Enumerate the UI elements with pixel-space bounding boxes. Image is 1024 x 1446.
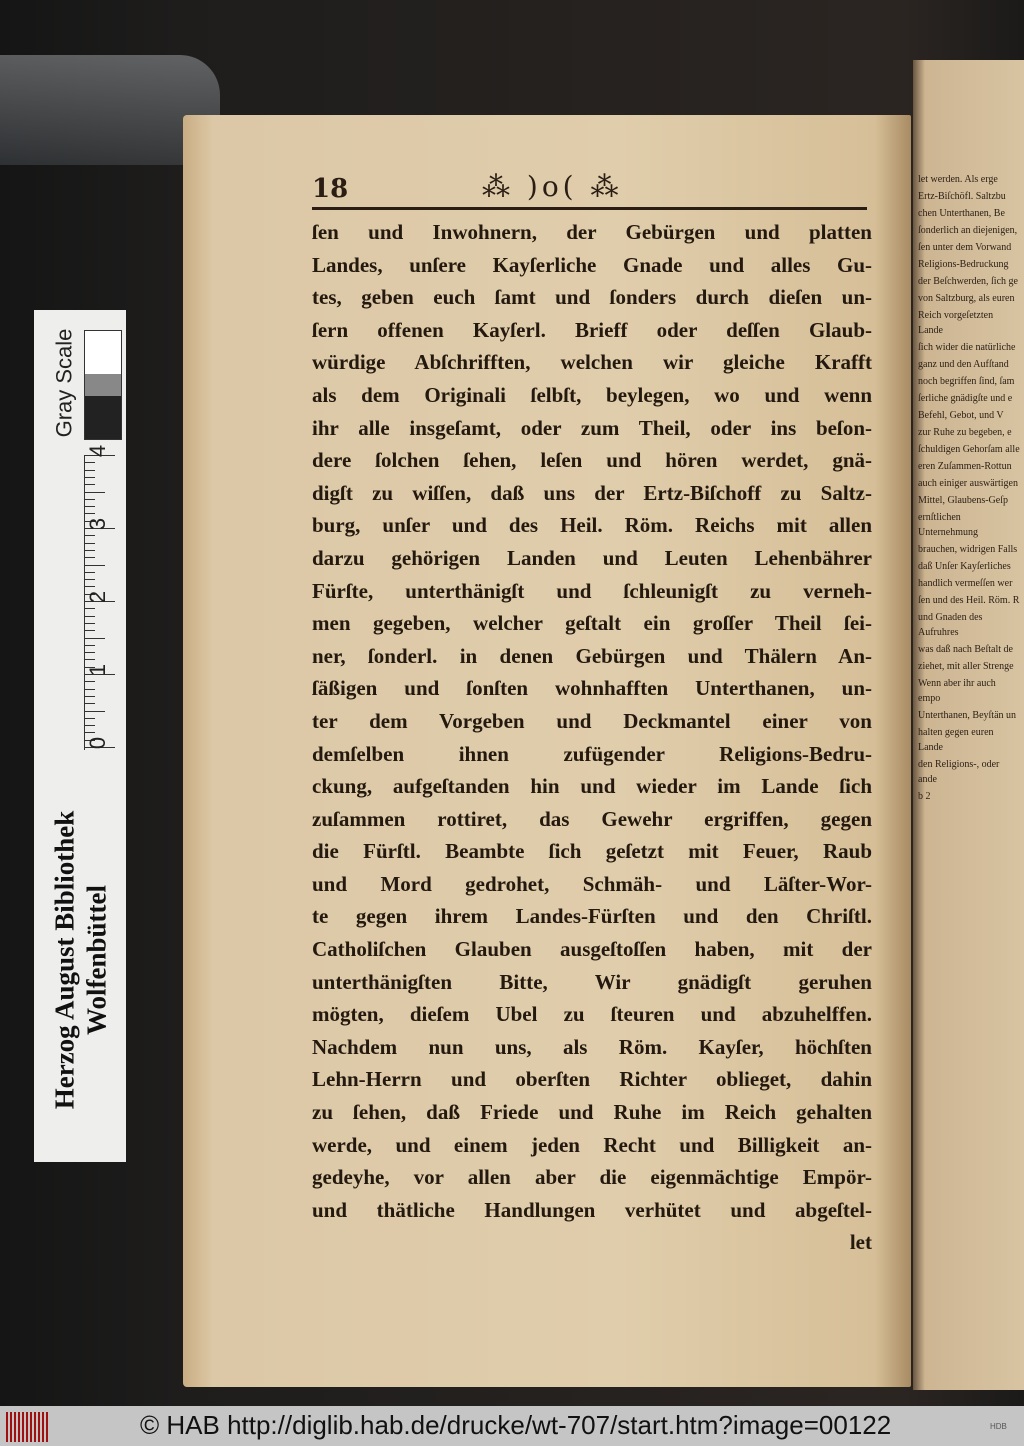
text-line: digſt zu wiſſen, daß uns der Ertz-Biſchoff zu Saltz- [312, 480, 872, 505]
text-line: Lehn-Herrn und oberſten Richter oblieget, dahin [312, 1067, 872, 1092]
institution-label [36, 760, 124, 1160]
text-line: als dem Originali ſelbſt, beylegen, wo und wenn [312, 382, 872, 407]
facing-text-line: zur Ruhe zu begeben, e [918, 427, 1012, 438]
ruler-number: 0 [85, 736, 111, 750]
text-line: burg, unſer und des Heil. Röm. Reichs mit allen [312, 513, 872, 538]
ruler-tick [85, 652, 95, 653]
facing-text-line: Religions-Bedruckung [918, 259, 1009, 270]
facing-text-line: Ertz-Biſchöfl. Saltzbu [918, 191, 1006, 202]
facing-text-line: b 2 [918, 791, 931, 802]
ruler-tick [85, 557, 95, 558]
facing-text-line: der Beſchwerden, ſich ge [918, 276, 1018, 287]
ruler-tick [85, 718, 95, 719]
institution-city: Wolfenbüttel [81, 885, 111, 1036]
text-line: tes, geben euch ſamt und ſonders durch dieſen un- [312, 285, 872, 310]
facing-text-line: brauchen, widrigen Falls [918, 544, 1018, 555]
text-line: let [849, 1230, 872, 1255]
text-line: unterthänigſten Bitte, Wir gnädigſt geruhen [312, 969, 872, 994]
ruler-tick [85, 477, 95, 478]
facing-text-line: let werden. Als erge [918, 174, 998, 185]
ruler-number: 3 [85, 517, 111, 531]
facing-text-line: ganz und den Aufſtand [918, 359, 1009, 370]
facing-text-line: halten gegen euren Lande [918, 727, 994, 753]
ruler-tick [85, 711, 105, 712]
ruler-tick [85, 689, 95, 690]
text-line: werde, und einem jeden Recht und Billigkeit an- [312, 1132, 872, 1157]
text-line: ner, ſonderl. in denen Gebürgen und Thälern An- [312, 643, 872, 668]
facing-text-line: ſich wider die natürliche [918, 342, 1016, 353]
facing-text-line: und Gnaden des Aufruhres [918, 612, 983, 638]
ruler-tick [85, 565, 105, 566]
ruler-tick [85, 725, 95, 726]
ruler-tick [85, 616, 95, 617]
facing-text-line: Wenn aber ihr auch empo [918, 678, 996, 704]
text-line: ſäßigen und ſonſten wohnhafften Unterthanen, un- [312, 676, 872, 701]
ruler-tick [85, 484, 95, 485]
text-line: zuſammen rottiret, das Gewehr ergriffen, gegen [312, 806, 872, 831]
text-line: ſern offenen Kayſerl. Brieff oder deſſen Glaub- [312, 317, 872, 342]
text-line: demſelben ihnen zufügender Religions-Bedru- [312, 741, 872, 766]
text-line: ckung, aufgeſtanden hin und wieder im Lande ſich [312, 774, 872, 799]
footer-mark: HDB [990, 1422, 1007, 1431]
text-line: darzu gehörigen Landen und Leuten Lehenbährer [312, 545, 872, 570]
ruler-tick [85, 696, 95, 697]
ruler-tick [85, 550, 95, 551]
hab-logo-icon [6, 1412, 48, 1442]
ruler-tick [85, 506, 95, 507]
facing-text-line: ſen und des Heil. Röm. R [918, 595, 1020, 606]
gray-scale-swatch [84, 330, 122, 440]
facing-text-line: ſerliche gnädigſte und e [918, 393, 1013, 404]
ruler-tick [85, 623, 95, 624]
text-line: Fürſte, unterthänigſt und ſchleunigſt zu verneh- [312, 578, 872, 603]
facing-text-line: ernſtlichen Unternehmung [918, 512, 978, 538]
ruler-tick [85, 630, 95, 631]
ruler-number: 4 [85, 444, 111, 458]
text-line: men gegeben, welcher geſtalt ein groſſer Theil ſei- [312, 611, 872, 636]
gray-scale-label: Gray Scale [51, 328, 77, 438]
facing-text-line: ſchuldigen Gehorſam alle [918, 444, 1020, 455]
ruler-tick [85, 681, 95, 682]
text-line: mögten, dieſem Ubel zu ſteuren und abzuhelffen. [312, 1002, 872, 1027]
ruler-number: 2 [85, 590, 111, 604]
ruler-tick [85, 586, 95, 587]
text-line: ſen und Inwohnern, der Gebürgen und platten [312, 220, 872, 244]
ruler-tick [85, 732, 95, 733]
ruler-tick [85, 543, 95, 544]
facing-text-line: eren Zuſammen-Rottun [918, 461, 1012, 472]
ruler-tick [85, 572, 95, 573]
text-line: Landes, unſere Kayſerliche Gnade und alles Gu- [312, 252, 872, 277]
facing-text-line: chen Unterthanen, Be [918, 208, 1005, 219]
text-line: würdige Abſchrifften, welchen wir gleiche Krafft [312, 350, 872, 375]
facing-text-line: was daß nach Beſtalt de [918, 644, 1013, 655]
page-body-text [312, 216, 872, 1259]
text-line: gedeyhe, vor allen aber die eigenmächtige Empör- [312, 1165, 872, 1190]
text-line: Catholiſchen Glauben ausgeſtoſſen haben, mit der [312, 937, 872, 962]
ruler-tick [85, 535, 95, 536]
facing-text-line: ſonderlich an diejenigen, [918, 225, 1018, 236]
ruler-tick [85, 462, 95, 463]
text-line: die Fürſtl. Beambte ſich geſetzt mit Feuer, Raub [312, 839, 872, 864]
ruler-number: 1 [85, 663, 111, 677]
facing-text-line: noch begriffen ſind, ſam [918, 376, 1015, 387]
page-number: 18 [312, 174, 349, 204]
header-rule [312, 207, 867, 210]
text-line: dere ſolchen ſehen, leſen und hören werdet, gnä- [312, 448, 872, 473]
header-ornament: ⁂ )o( ⁂ [482, 170, 623, 203]
text-line: zu ſehen, daß Friede und Ruhe im Reich gehalten [312, 1100, 872, 1125]
text-line: te gegen ihrem Landes-Fürſten und den Chriſtl. [312, 904, 872, 929]
ruler-tick [85, 608, 95, 609]
ruler-tick [85, 492, 105, 493]
ruler-tick [85, 579, 95, 580]
copyright-link[interactable]: © HAB http://diglib.hab.de/drucke/wt-707/start.htm?image=00122 [140, 1410, 892, 1440]
facing-text-line: Unterthanen, Beyſtän un [918, 710, 1017, 721]
facing-text-line: von Saltzburg, als euren [918, 293, 1015, 304]
page-header [312, 170, 872, 210]
ruler-tick [85, 638, 105, 639]
ruler-tick [85, 499, 95, 500]
text-line: und Mord gedrohet, Schmäh- und Läſter-Wor- [312, 871, 872, 896]
facing-text-line: den Religions-, oder ande [918, 759, 1000, 785]
text-line: Nachdem nun uns, als Röm. Kayſer, höchſten [312, 1034, 872, 1059]
text-line: ter dem Vorgeben und Deckmantel einer von [312, 708, 872, 733]
ruler-tick [85, 470, 95, 471]
footer-bar [0, 1406, 1024, 1446]
ruler-tick [85, 513, 95, 514]
gray-scale-label-wrap [46, 318, 82, 448]
text-line: und thätliche Handlungen verhütet und abgeſtel- [312, 1197, 872, 1222]
facing-text-line: auch einiger auswärtigen [918, 478, 1018, 489]
facing-text-line: ziehet, mit aller Strenge [918, 661, 1014, 672]
facing-text-line: handlich vermeſſen wer [918, 578, 1013, 589]
ruler-tick [85, 659, 95, 660]
facing-text-line: Befehl, Gebot, und V [918, 410, 1004, 421]
ruler-tick [85, 645, 95, 646]
text-line: ihr alle insgeſamt, oder zum Theil, oder ins beſon- [312, 415, 872, 440]
facing-text-line: Mittel, Glaubens-Geſp [918, 495, 1008, 506]
facing-text-line: daß Unſer Kayſerliches [918, 561, 1011, 572]
institution-name: Herzog August Bibliothek [49, 810, 79, 1110]
facing-page-text [918, 172, 1020, 806]
facing-text-line: Reich vorgeſetzten Lande [918, 310, 994, 336]
facing-text-line: ſen unter dem Vorwand [918, 242, 1012, 253]
ruler-tick [85, 703, 95, 704]
